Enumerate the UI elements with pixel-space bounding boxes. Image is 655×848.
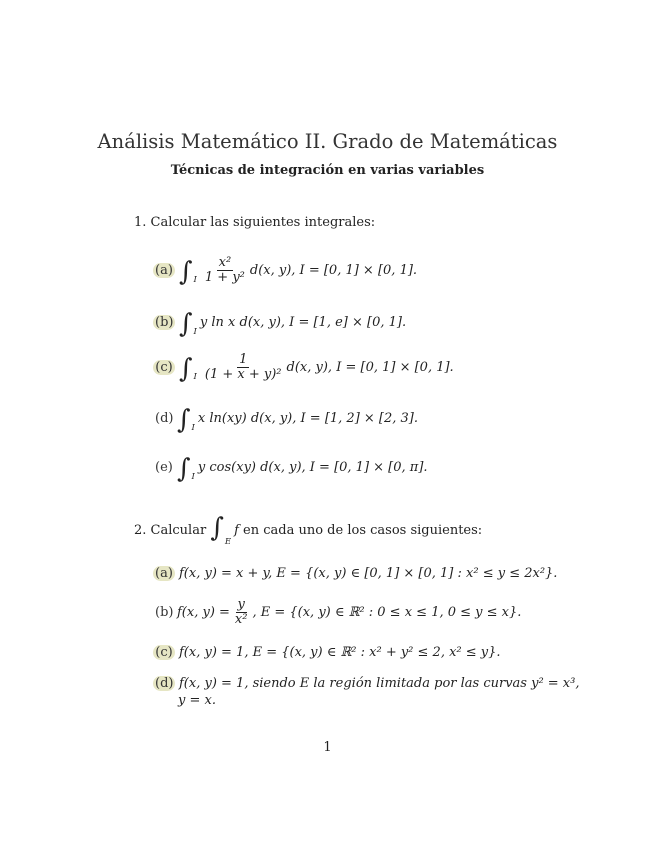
item-expression: d(x, y), I = [0, 1] × [0, 1].	[249, 262, 418, 278]
integral-sign: ∫	[177, 405, 191, 435]
integral-sign: ∫	[179, 257, 193, 287]
fraction	[203, 256, 247, 285]
item-label: (a)	[153, 263, 175, 278]
problem-1-item-d	[155, 403, 418, 433]
denominator: (1 + x + y)²	[204, 366, 282, 382]
denominator: 1 + y²	[204, 269, 245, 285]
problem-1-item-a	[155, 255, 417, 285]
integral-domain: E	[224, 537, 232, 547]
numerator: y	[237, 597, 245, 612]
item-label: (b)	[155, 314, 174, 330]
problem-2-item-c	[155, 645, 501, 660]
denominator: x²	[234, 612, 248, 627]
integral-domain: I	[193, 275, 197, 285]
problem-1-item-c	[155, 352, 454, 382]
integral-sign: ∫	[210, 513, 224, 543]
item-expression: , E = {(x, y) ∈ ℝ² : 0 ≤ x ≤ 1, 0 ≤ y ≤ x}.	[252, 605, 522, 620]
problem-1-item-b	[155, 307, 406, 337]
item-label: (c)	[153, 360, 175, 375]
problem-2-item-d	[155, 676, 580, 691]
page-number: 1	[323, 740, 332, 755]
numerator: x²	[218, 254, 232, 270]
problem-1-statement	[134, 215, 375, 230]
item-expression: x ln(xy) d(x, y), I = [1, 2] × [2, 3].	[197, 410, 419, 426]
problem-2-pre: Calcular	[150, 523, 207, 538]
item-label: (c)	[153, 645, 175, 660]
item-label: (a)	[153, 566, 175, 581]
integral-domain: I	[191, 423, 195, 433]
integral-sign: ∫	[179, 309, 193, 339]
page-subtitle: Técnicas de integración en varias variables	[170, 163, 485, 178]
item-label: (e)	[155, 459, 173, 475]
integral-domain: I	[193, 327, 197, 337]
item-expression: f(x, y) = 1, siendo E la región limitada por las curvas y² = x³,	[179, 676, 580, 691]
problem-2-item-d-continuation: y = x.	[178, 693, 216, 708]
item-expression: d(x, y), I = [0, 1] × [0, 1].	[286, 359, 454, 375]
problem-1-item-e	[155, 452, 428, 482]
problem-2-statement	[134, 510, 482, 548]
problem-2-post: en cada uno de los casos siguientes:	[243, 523, 483, 538]
item-expression: y cos(xy) d(x, y), I = [0, 1] × [0, π].	[197, 459, 428, 475]
problem-1-number: 1.	[134, 215, 147, 230]
item-label: (d)	[155, 676, 174, 691]
item-lhs: f(x, y) =	[177, 605, 230, 620]
problem-2-item-b	[155, 598, 521, 627]
problem-2-item-a	[155, 566, 557, 581]
integral-domain: I	[193, 372, 197, 382]
fraction	[233, 598, 250, 627]
integral-domain: I	[191, 472, 195, 482]
item-expression: y ln x d(x, y), I = [1, e] × [0, 1].	[199, 314, 407, 330]
fraction	[203, 353, 284, 382]
item-label: (b)	[155, 605, 174, 620]
item-expression: f(x, y) = x + y, E = {(x, y) ∈ [0, 1] × [0, 1] : x² ≤ y ≤ 2x²}.	[179, 566, 558, 581]
item-label: (d)	[155, 410, 174, 426]
problem-1-text: Calcular las siguientes integrales:	[150, 215, 376, 230]
item-expression: f(x, y) = 1, E = {(x, y) ∈ ℝ² : x² + y² ≤ 2, x² ≤ y}.	[179, 645, 501, 660]
problem-2-number: 2.	[134, 523, 147, 538]
integrand: f	[234, 523, 239, 538]
integral-sign: ∫	[177, 454, 191, 484]
numerator: 1	[239, 351, 248, 367]
page-title: Análisis Matemático II. Grado de Matemáticas	[97, 130, 558, 153]
integral-sign: ∫	[179, 354, 193, 384]
